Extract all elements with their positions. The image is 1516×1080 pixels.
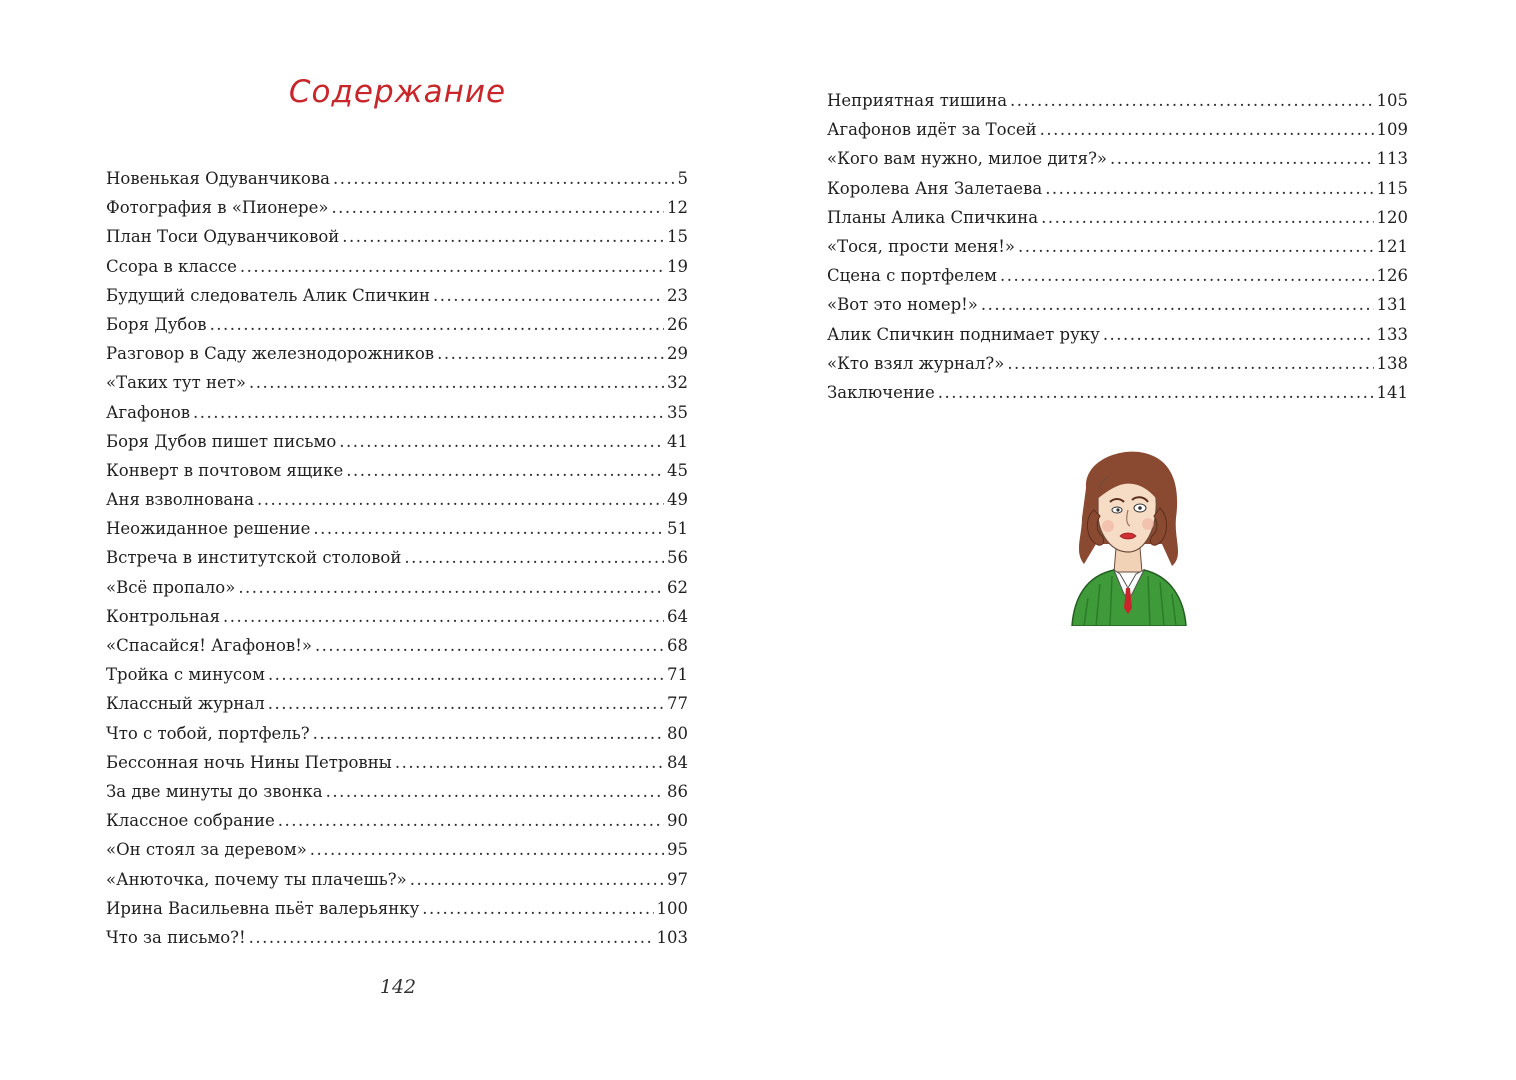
toc-entry <box>827 320 1408 349</box>
toc-entry-page: 12 <box>667 198 688 218</box>
toc-entry-page: 49 <box>667 490 688 510</box>
toc-entry-title: «Спасайся! Агафонов!» <box>106 636 312 655</box>
toc-entry-page: 45 <box>667 460 688 480</box>
toc-entry <box>106 310 688 339</box>
toc-entry-page: 109 <box>1376 120 1408 140</box>
toc-entry-title: Разговор в Саду железнодорожников <box>106 344 435 364</box>
toc-entry-title: Ирина Васильевна пьёт валерьянку <box>106 898 420 918</box>
toc-entry-page: 86 <box>667 781 688 801</box>
toc-entry <box>106 602 688 631</box>
toc-dot-leader <box>210 310 664 339</box>
toc-entry-title: Сцена с портфелем <box>827 266 997 286</box>
toc-entry <box>106 923 688 952</box>
toc-dot-leader <box>257 485 664 514</box>
toc-entry-title: Заключение <box>827 382 935 402</box>
toc-entry-page: 64 <box>667 606 688 626</box>
toc-entry-page: 41 <box>667 431 688 451</box>
toc-entry-page: 32 <box>667 373 688 393</box>
toc-entry <box>106 777 688 806</box>
toc-dot-leader <box>346 456 664 485</box>
toc-entry-page: 115 <box>1376 178 1408 198</box>
toc-entry <box>827 349 1408 378</box>
toc-entry-page: 126 <box>1376 266 1408 286</box>
toc-entry-title: «Всё пропало» <box>106 577 236 597</box>
toc-entry <box>106 543 688 572</box>
toc-entry <box>827 232 1408 261</box>
toc-entry-title: Новенькая Одуванчикова <box>106 169 330 188</box>
toc-entry-page: 56 <box>667 548 688 568</box>
toc-entry-page: 29 <box>667 344 688 364</box>
toc-dot-leader <box>1045 174 1373 203</box>
toc-dot-leader <box>240 252 664 281</box>
toc-dot-leader <box>437 339 664 368</box>
toc-entry-title: «Он стоял за деревом» <box>106 840 307 860</box>
toc-entry <box>106 514 688 543</box>
toc-entry-title: Неприятная тишина <box>827 91 1008 110</box>
toc-entry-page: 97 <box>667 869 688 889</box>
toc-entry-title: Классное собрание <box>106 811 275 831</box>
toc-entry <box>106 835 688 864</box>
toc-dot-leader <box>1110 144 1373 173</box>
toc-dot-leader <box>404 543 664 572</box>
toc-entry-title: Агафонов идёт за Тосей <box>827 120 1037 140</box>
toc-entry-title: Конверт в почтовом ящике <box>106 460 344 480</box>
toc-entry-title: План Тоси Одуванчиковой <box>106 227 340 247</box>
toc-entry-page: 105 <box>1376 91 1408 110</box>
toc-entry-title: Алик Спичкин поднимает руку <box>827 324 1100 344</box>
toc-dot-leader <box>1010 86 1373 115</box>
toc-entry-page: 51 <box>667 519 688 539</box>
toc-entry-page: 84 <box>667 752 688 772</box>
toc-entry <box>106 339 688 368</box>
toc-entry-page: 19 <box>667 256 688 276</box>
toc-entry <box>827 144 1408 173</box>
toc-entry-page: 5 <box>677 169 688 188</box>
toc-dot-leader <box>326 777 664 806</box>
toc-dot-leader <box>310 835 664 864</box>
toc-entry-title: Королева Аня Залетаева <box>827 178 1043 198</box>
toc-entry-page: 141 <box>1376 382 1408 402</box>
toc-entry <box>106 281 688 310</box>
toc-list-left <box>106 164 688 952</box>
toc-dot-leader <box>238 573 664 602</box>
toc-entry-page: 77 <box>667 694 688 714</box>
toc-entry-title: «Анюточка, почему ты плачешь?» <box>106 869 407 889</box>
toc-dot-leader <box>315 631 664 660</box>
toc-entry <box>106 222 688 251</box>
toc-entry-title: Что с тобой, портфель? <box>106 723 310 743</box>
toc-entry <box>106 193 688 222</box>
toc-dot-leader <box>1040 115 1374 144</box>
toc-entry-title: Агафонов <box>106 402 191 422</box>
toc-dot-leader <box>268 660 664 689</box>
toc-dot-leader <box>313 719 664 748</box>
toc-entry <box>827 203 1408 232</box>
toc-entry-page: 35 <box>667 402 688 422</box>
toc-entry-title: Фотография в «Пионере» <box>106 198 329 218</box>
toc-entry <box>106 719 688 748</box>
toc-entry-page: 95 <box>667 840 688 860</box>
toc-entry-title: За две минуты до звонка <box>106 781 323 801</box>
toc-entry <box>106 689 688 718</box>
toc-entry-title: «Таких тут нет» <box>106 373 246 393</box>
toc-entry <box>106 573 688 602</box>
toc-entry-page: 26 <box>667 314 688 334</box>
toc-entry-title: Классный журнал <box>106 694 265 714</box>
toc-entry-title: Что за письмо?! <box>106 927 246 947</box>
toc-dot-leader <box>1103 320 1374 349</box>
toc-dot-leader <box>1000 261 1374 290</box>
toc-entry-page: 80 <box>667 723 688 743</box>
toc-dot-leader <box>342 222 664 251</box>
toc-dot-leader <box>395 748 664 777</box>
toc-entry <box>106 485 688 514</box>
toc-entry <box>106 806 688 835</box>
contents-heading: Содержание <box>288 74 507 110</box>
toc-dot-leader <box>249 368 664 397</box>
toc-dot-leader <box>433 281 664 310</box>
toc-dot-leader <box>981 290 1374 319</box>
toc-entry <box>827 290 1408 319</box>
toc-entry-title: Бессонная ночь Нины Петровны <box>106 752 392 772</box>
toc-dot-leader <box>333 164 675 193</box>
toc-entry <box>827 378 1408 407</box>
toc-dot-leader <box>193 398 664 427</box>
toc-entry <box>106 427 688 456</box>
toc-entry <box>106 894 688 923</box>
toc-entry <box>106 398 688 427</box>
toc-dot-leader <box>1007 349 1373 378</box>
toc-entry-title: Тройка с минусом <box>106 665 265 685</box>
toc-entry-title: Ссора в классе <box>106 256 237 276</box>
toc-dot-leader <box>249 923 654 952</box>
toc-dot-leader <box>410 865 664 894</box>
toc-entry-page: 121 <box>1376 236 1408 256</box>
toc-entry-title: Боря Дубов <box>106 314 207 334</box>
toc-entry-title: «Тося, прости меня!» <box>827 236 1016 256</box>
toc-dot-leader <box>1041 203 1373 232</box>
toc-entry-page: 62 <box>667 577 688 597</box>
toc-entry-page: 15 <box>667 227 688 247</box>
toc-dot-leader <box>422 894 653 923</box>
toc-dot-leader <box>331 193 664 222</box>
toc-entry-title: Планы Алика Спичкина <box>827 207 1039 227</box>
toc-entry-title: Будущий следователь Алик Спичкин <box>106 285 430 305</box>
toc-entry <box>106 631 688 660</box>
toc-entry-title: Контрольная <box>106 606 221 626</box>
toc-entry-page: 71 <box>667 665 688 685</box>
toc-dot-leader <box>938 378 1374 407</box>
toc-entry <box>827 261 1408 290</box>
toc-entry <box>106 456 688 485</box>
toc-dot-leader <box>268 689 664 718</box>
toc-entry <box>827 86 1408 115</box>
toc-entry-title: «Вот это номер!» <box>827 295 978 315</box>
toc-entry-title: «Кто взял журнал?» <box>827 353 1005 373</box>
toc-entry-page: 90 <box>667 811 688 831</box>
toc-entry <box>106 748 688 777</box>
mouth <box>1120 533 1136 539</box>
toc-dot-leader <box>278 806 664 835</box>
toc-entry <box>106 660 688 689</box>
toc-dot-leader <box>1018 232 1373 261</box>
toc-entry-page: 100 <box>656 898 688 918</box>
toc-entry-page: 68 <box>667 636 688 655</box>
toc-entry-title: Неожиданное решение <box>106 519 311 539</box>
toc-dot-leader <box>339 427 664 456</box>
toc-entry-page: 120 <box>1376 207 1408 227</box>
toc-list-right <box>827 86 1408 407</box>
toc-entry-page: 103 <box>656 927 688 947</box>
toc-entry-page: 113 <box>1376 149 1408 169</box>
toc-entry <box>106 865 688 894</box>
toc-dot-leader <box>313 514 664 543</box>
toc-entry <box>106 368 688 397</box>
toc-entry-title: Боря Дубов пишет письмо <box>106 431 337 451</box>
toc-dot-leader <box>223 602 664 631</box>
toc-entry <box>106 252 688 281</box>
toc-entry-title: Встреча в институтской столовой <box>106 548 402 568</box>
page-number: 142 <box>379 976 417 998</box>
toc-entry-page: 133 <box>1376 324 1408 344</box>
toc-entry-title: «Кого вам нужно, милое дитя?» <box>827 149 1108 169</box>
toc-entry-page: 23 <box>667 285 688 305</box>
toc-entry <box>827 115 1408 144</box>
toc-entry <box>106 164 688 193</box>
toc-entry <box>827 174 1408 203</box>
toc-entry-title: Аня взволнована <box>106 490 255 510</box>
toc-entry-page: 131 <box>1376 295 1408 315</box>
toc-entry-page: 138 <box>1376 353 1408 373</box>
teacher-portrait-illustration <box>1066 448 1192 626</box>
